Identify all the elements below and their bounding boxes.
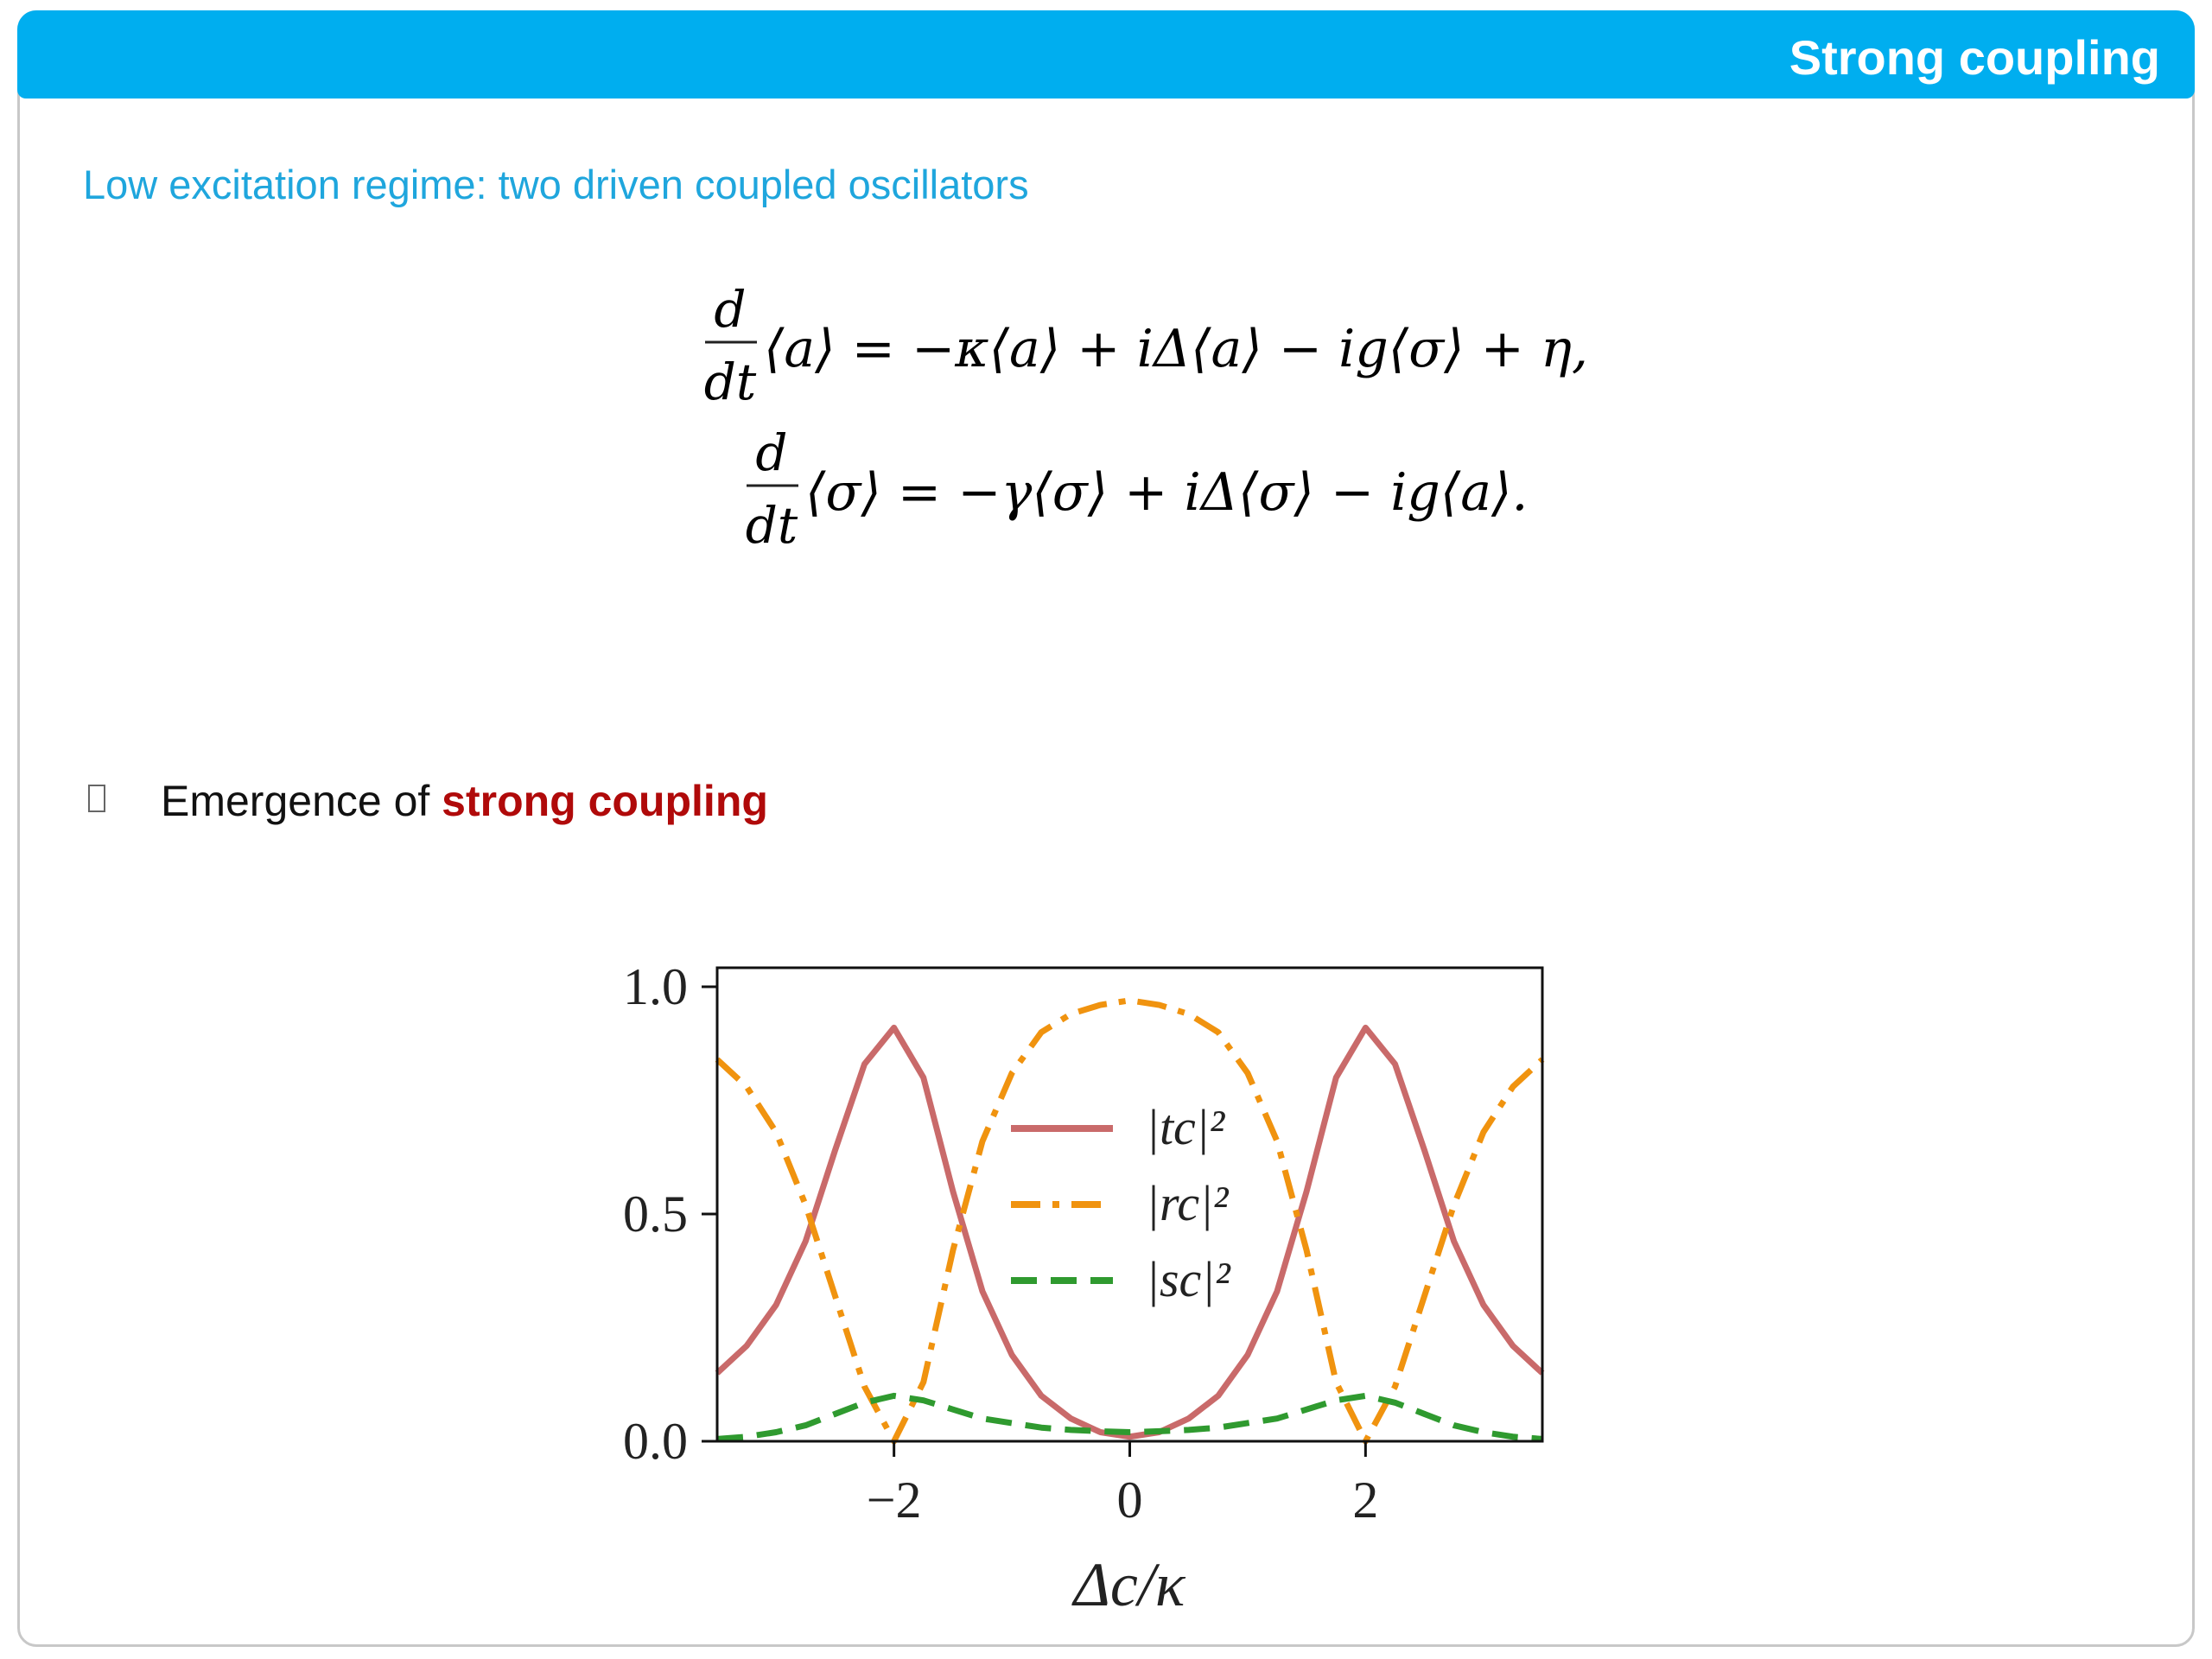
chart-ticks — [623, 958, 1378, 1529]
x-tick-label: 2 — [1352, 1471, 1379, 1529]
y-tick-label: 0.0 — [623, 1413, 688, 1470]
equation-1: ⟨a⟩ = −κ⟨a⟩ + iΔ⟨a⟩ − ig⟨σ⟩ + η, — [764, 319, 1588, 379]
legend-label: |sc|² — [1146, 1251, 1230, 1307]
series-line-2 — [717, 1395, 1542, 1439]
chart-legend — [1011, 1099, 1231, 1307]
x-tick-label: 0 — [1116, 1471, 1143, 1529]
eq2-frac-num: d — [755, 423, 788, 482]
chart-lines — [717, 1001, 1542, 1441]
bullet-highlight: strong coupling — [442, 777, 768, 825]
section-subtitle: Low excitation regime: two driven coupled oscillators — [83, 162, 1029, 207]
eq1-frac-num: d — [714, 280, 747, 339]
x-tick-label: −2 — [866, 1471, 922, 1529]
legend-label: |tc|² — [1146, 1099, 1225, 1155]
series-line-1 — [717, 1001, 1542, 1441]
plot-frame — [717, 968, 1542, 1441]
slide-title: Strong coupling — [1789, 30, 2160, 85]
series-line-0 — [717, 1027, 1542, 1436]
legend-label: |rc|² — [1146, 1175, 1229, 1231]
equation-2: ⟨σ⟩ = −γ⟨σ⟩ + iΔ⟨σ⟩ − ig⟨a⟩. — [805, 462, 1529, 523]
y-tick-label: 1.0 — [623, 958, 688, 1015]
eq2-frac-den: dt — [745, 496, 798, 555]
eq1-frac-den: dt — [703, 353, 757, 411]
y-tick-label: 0.5 — [623, 1185, 688, 1243]
bullet-text-prefix: Emergence of — [161, 777, 442, 825]
x-axis-label: Δc/κ — [1073, 1550, 1185, 1619]
